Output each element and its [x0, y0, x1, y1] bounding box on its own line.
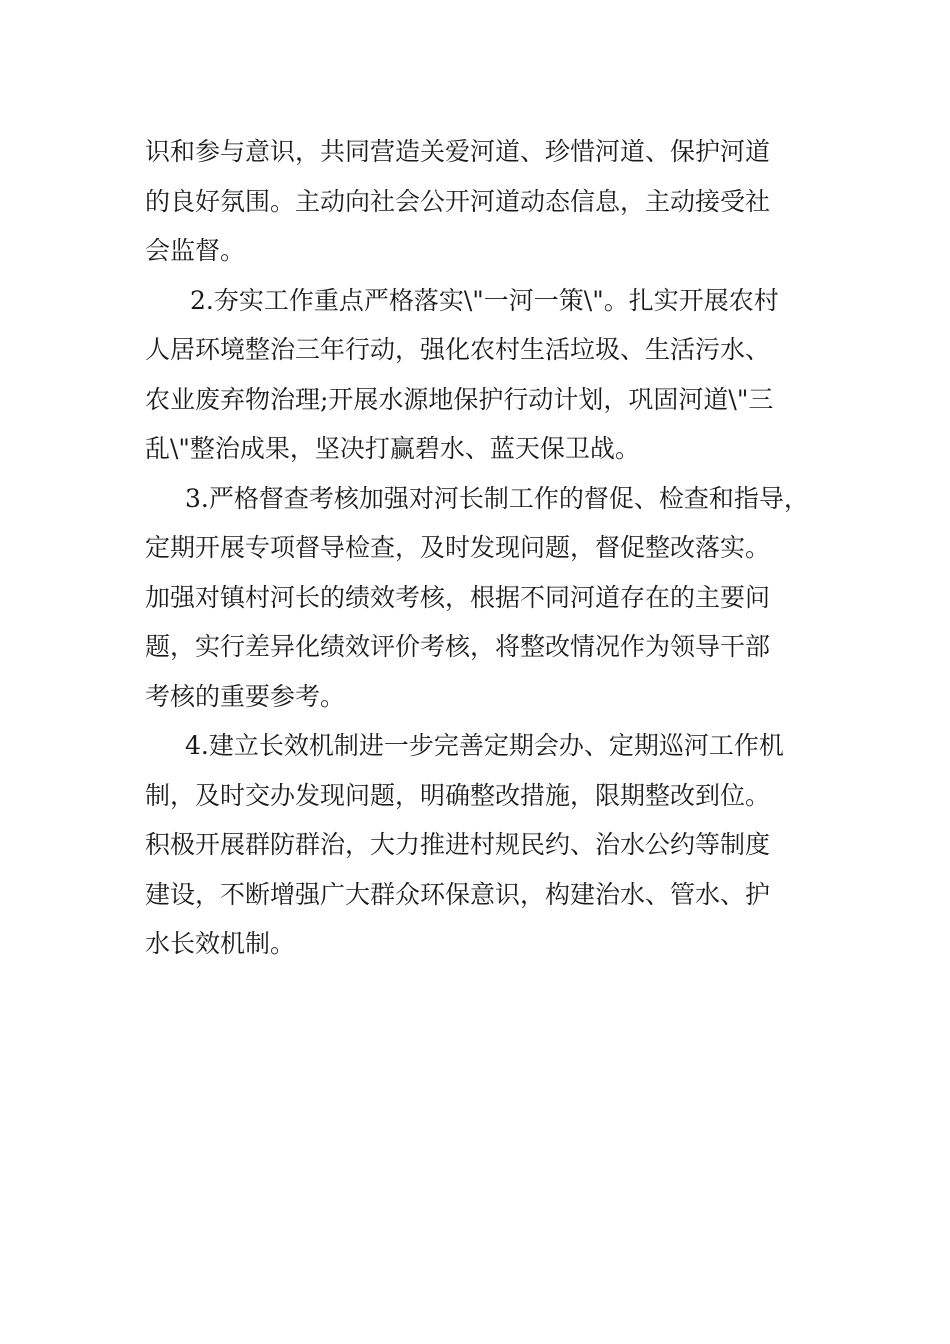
- paragraph-line: 加强对镇村河长的绩效考核，根据不同河道存在的主要问: [145, 582, 771, 612]
- paragraph-line: 考核的重要参考。: [145, 681, 346, 711]
- document-body: [145, 127, 825, 969]
- paragraph-line: 定期开展专项督导检查，及时发现问题，督促整改落实。: [145, 533, 771, 562]
- paragraph-line: 会监督。: [145, 236, 246, 265]
- paragraph-line: 建设，不断增强广大群众环保意识，构建治水、管水、护: [145, 879, 771, 909]
- paragraph-line: 水长效机制。: [145, 929, 296, 958]
- paragraph-line: 农业废弃物治理;开展水源地保护行动计划，巩固河道\"三: [145, 384, 774, 414]
- paragraph-line: 题，实行差异化绩效评价考核，将整改情况作为领导干部: [145, 632, 771, 661]
- paragraph-line: 积极开展群防群治，大力推进村规民约、治水公约等制度: [145, 830, 771, 859]
- paragraph-line: 的良好氛围。主动向社会公开河道动态信息，主动接受社: [145, 186, 771, 216]
- paragraph-4: [145, 721, 825, 969]
- paragraph-line: 3.严格督查考核加强对河长制工作的督促、检查和指导，: [185, 483, 809, 513]
- paragraph-line: 2.夯实工作重点严格落实\"一河一策\"。扎实开展农村: [190, 285, 779, 315]
- paragraph-line: 识和参与意识，共同营造关爱河道、珍惜河道、保护河道: [145, 137, 771, 166]
- paragraph-1: [145, 127, 825, 276]
- paragraph-line: 制，及时交办发现问题，明确整改措施，限期整改到位。: [145, 780, 771, 810]
- paragraph-2: [145, 276, 825, 474]
- paragraph-3: [145, 474, 825, 722]
- paragraph-line: 4.建立长效机制进一步完善定期会办、定期巡河工作机: [185, 731, 784, 760]
- paragraph-line: 人居环境整治三年行动，强化农村生活垃圾、生活污水、: [145, 335, 771, 364]
- paragraph-line: 乱\"整治成果，坚决打赢碧水、蓝天保卫战。: [145, 434, 640, 463]
